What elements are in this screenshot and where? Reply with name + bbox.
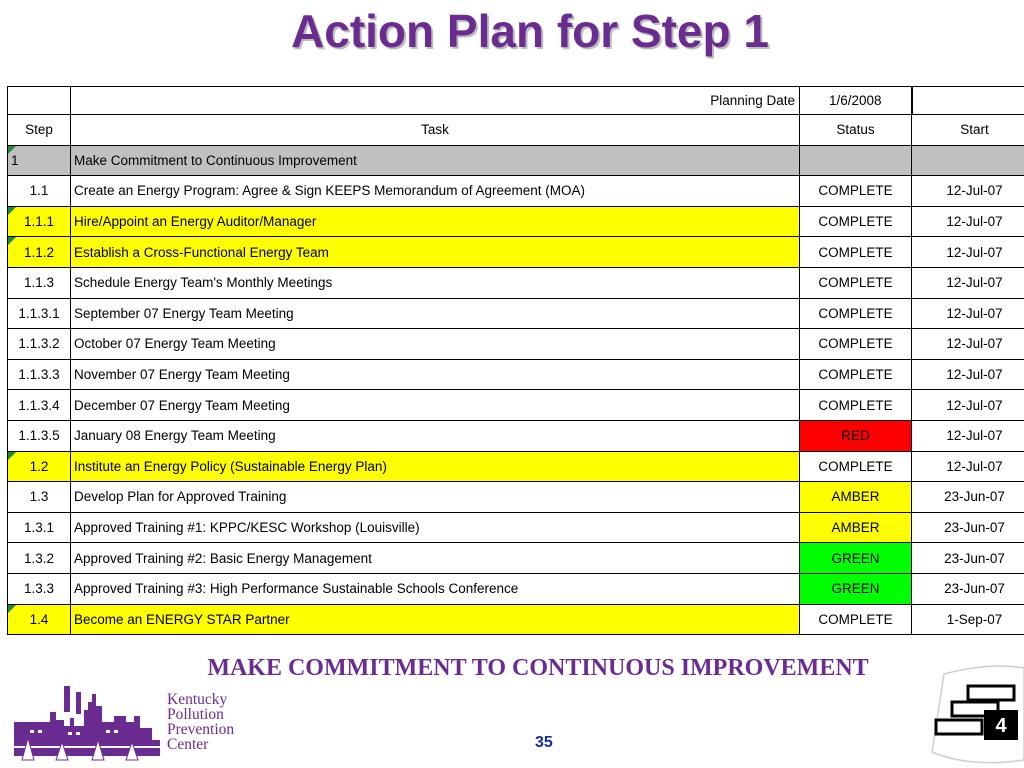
start-cell: 23-Jun-07	[912, 512, 1024, 543]
step-cell: 1.3.3	[8, 573, 71, 604]
start-cell: 23-Jun-07	[912, 543, 1024, 574]
status-cell: AMBER	[800, 512, 912, 543]
status-cell: COMPLETE	[800, 359, 912, 390]
task-cell: Approved Training #2: Basic Energy Management	[71, 543, 800, 574]
status-cell: RED	[800, 420, 912, 451]
task-cell: Become an ENERGY STAR Partner	[71, 604, 800, 635]
table-row[interactable]	[8, 237, 1024, 268]
col-header-step: Step	[8, 115, 71, 146]
table-row[interactable]	[8, 176, 1024, 207]
col-header-task: Task	[71, 115, 800, 146]
status-cell: COMPLETE	[800, 451, 912, 482]
col-header-start: Start	[912, 115, 1024, 146]
table-row[interactable]	[8, 420, 1024, 451]
table-row[interactable]	[8, 359, 1024, 390]
planning-empty-cell	[912, 87, 1024, 115]
step-cell: 1.3	[8, 482, 71, 513]
step-cell: 1.3.2	[8, 543, 71, 574]
table-row[interactable]	[8, 543, 1024, 574]
task-cell: Institute an Energy Policy (Sustainable Energy Plan)	[71, 451, 800, 482]
task-cell: October 07 Energy Team Meeting	[71, 329, 800, 360]
task-cell: Schedule Energy Team's Monthly Meetings	[71, 267, 800, 298]
step-badge-number: 4	[995, 715, 1007, 737]
table-row[interactable]	[8, 206, 1024, 237]
start-cell: 12-Jul-07	[912, 206, 1024, 237]
task-cell: Hire/Appoint an Energy Auditor/Manager	[71, 206, 800, 237]
task-cell: December 07 Energy Team Meeting	[71, 390, 800, 421]
comment-marker-icon	[8, 207, 16, 215]
task-cell: Create an Energy Program: Agree & Sign KEEPS Memorandum of Agreement (MOA)	[71, 176, 800, 207]
planning-date-value: 1/6/2008	[800, 87, 912, 115]
step-cell: 1.2	[8, 451, 71, 482]
status-cell: GREEN	[800, 543, 912, 574]
table-row[interactable]	[8, 267, 1024, 298]
start-cell: 12-Jul-07	[912, 420, 1024, 451]
step-cell: 1.4	[8, 604, 71, 635]
table-row[interactable]	[8, 298, 1024, 329]
kppc-logo-text: Kentucky Pollution Prevention Center	[167, 691, 235, 753]
status-cell: COMPLETE	[800, 329, 912, 360]
slide-banner: MAKE COMMITMENT TO CONTINUOUS IMPROVEMENT	[207, 655, 869, 681]
table-row[interactable]	[8, 573, 1024, 604]
planning-date-label: Planning Date	[71, 87, 800, 115]
step-cell: 1.1.3.3	[8, 359, 71, 390]
table-row[interactable]	[8, 482, 1024, 513]
start-cell: 1-Sep-07	[912, 604, 1024, 635]
step-cell: 1.1.3.4	[8, 390, 71, 421]
step-cell: 1.1.1	[8, 206, 71, 237]
status-cell: COMPLETE	[800, 237, 912, 268]
status-cell	[800, 145, 912, 176]
table-row[interactable]	[8, 512, 1024, 543]
status-cell: COMPLETE	[800, 267, 912, 298]
step-cell: 1.1.2	[8, 237, 71, 268]
comment-marker-icon	[8, 146, 16, 154]
start-cell: 23-Jun-07	[912, 482, 1024, 513]
table-header-row	[8, 115, 1024, 146]
task-cell: Make Commitment to Continuous Improvement	[71, 145, 800, 176]
start-cell: 12-Jul-07	[912, 237, 1024, 268]
start-cell: 23-Jun-07	[912, 573, 1024, 604]
status-cell: COMPLETE	[800, 298, 912, 329]
status-cell: COMPLETE	[800, 390, 912, 421]
step-stairs-icon	[930, 660, 1024, 768]
planning-blank-cell	[8, 87, 71, 115]
start-cell	[912, 145, 1024, 176]
planning-date-row	[8, 87, 1024, 115]
step-cell: 1.3.1	[8, 512, 71, 543]
task-cell: January 08 Energy Team Meeting	[71, 420, 800, 451]
start-cell: 12-Jul-07	[912, 267, 1024, 298]
task-cell: Develop Plan for Approved Training	[71, 482, 800, 513]
status-cell: COMPLETE	[800, 176, 912, 207]
status-cell: AMBER	[800, 482, 912, 513]
action-plan-table	[7, 86, 1024, 635]
col-header-status: Status	[800, 115, 912, 146]
task-cell: Approved Training #1: KPPC/KESC Workshop (Louisville)	[71, 512, 800, 543]
step-cell: 1.1.3.2	[8, 329, 71, 360]
status-cell: GREEN	[800, 573, 912, 604]
table-row[interactable]	[8, 604, 1024, 635]
start-cell: 12-Jul-07	[912, 329, 1024, 360]
status-cell: COMPLETE	[800, 604, 912, 635]
step-cell: 1	[8, 145, 71, 176]
step-cell: 1.1.3.5	[8, 420, 71, 451]
start-cell: 12-Jul-07	[912, 298, 1024, 329]
comment-marker-icon	[8, 605, 16, 613]
task-cell: Establish a Cross-Functional Energy Team	[71, 237, 800, 268]
start-cell: 12-Jul-07	[912, 176, 1024, 207]
start-cell: 12-Jul-07	[912, 390, 1024, 421]
table-row[interactable]	[8, 390, 1024, 421]
step-cell: 1.1.3.1	[8, 298, 71, 329]
table-row[interactable]	[8, 451, 1024, 482]
start-cell: 12-Jul-07	[912, 359, 1024, 390]
task-cell: November 07 Energy Team Meeting	[71, 359, 800, 390]
page-number: 35	[535, 734, 553, 751]
step-cell: 1.1.3	[8, 267, 71, 298]
comment-marker-icon	[8, 452, 16, 460]
table-row[interactable]	[8, 145, 1024, 176]
task-cell: Approved Training #3: High Performance Sustainable Schools Conference	[71, 573, 800, 604]
comment-marker-icon	[8, 237, 16, 245]
page-title: Action Plan for Step 1	[291, 5, 769, 57]
step-cell: 1.1	[8, 176, 71, 207]
status-cell: COMPLETE	[800, 206, 912, 237]
table-row[interactable]	[8, 329, 1024, 360]
task-cell: September 07 Energy Team Meeting	[71, 298, 800, 329]
start-cell: 12-Jul-07	[912, 451, 1024, 482]
